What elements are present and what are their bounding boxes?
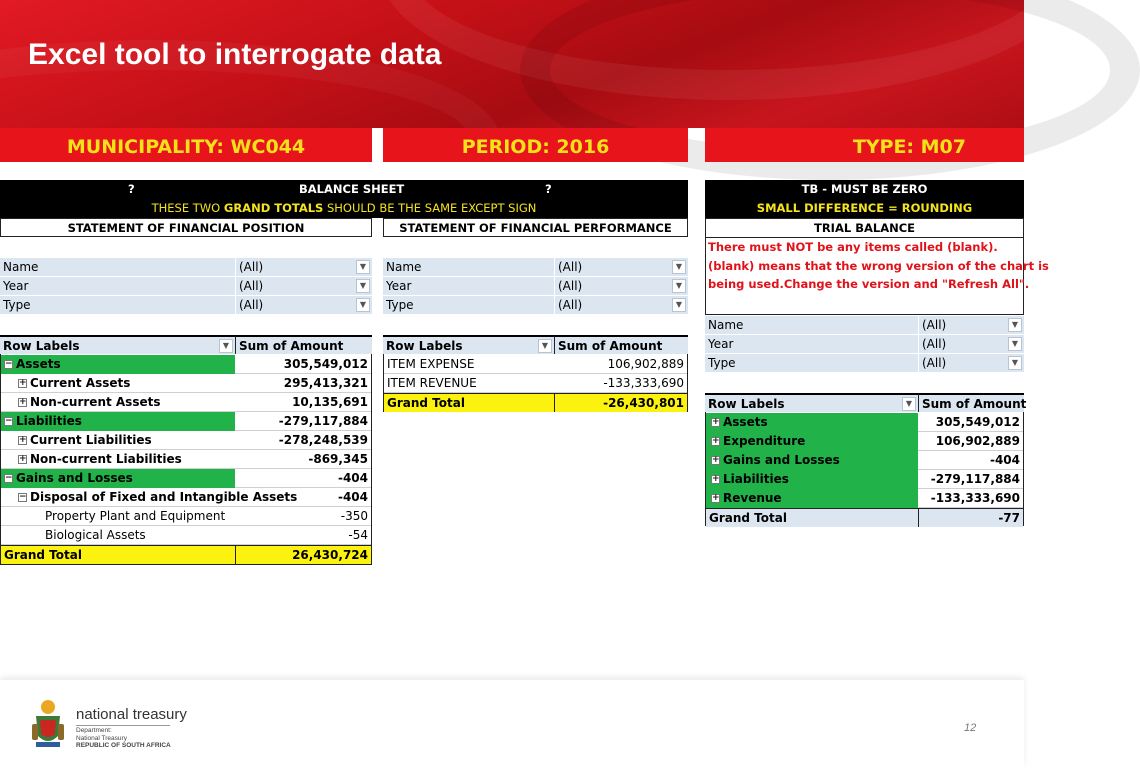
- collapse-icon[interactable]: −: [5, 359, 13, 369]
- tb-warning: (blank) means that the wrong version of the chart is: [708, 259, 1049, 273]
- question-mark: ?: [128, 182, 135, 196]
- row-value: 305,549,012: [918, 413, 1023, 432]
- table-row[interactable]: + Current Assets: [1, 374, 235, 393]
- filter-year-select[interactable]: (All) ▼: [235, 277, 372, 296]
- balance-sheet-note: THESE TWO GRAND TOTALS SHOULD BE THE SAME EXCEPT SIGN: [151, 201, 537, 215]
- table-row[interactable]: Biological Assets: [1, 526, 235, 545]
- sum-amount-header: Sum of Amount: [235, 335, 372, 354]
- grand-total-label: Grand Total: [1, 545, 235, 564]
- dept-text: Department: National Treasury REPUBLIC OF SOUTH AFRICA: [76, 727, 171, 749]
- table-row[interactable]: ITEM EXPENSE: [384, 355, 554, 374]
- filter-type-select[interactable]: (All) ▼: [554, 296, 688, 315]
- filter-name-label: Name: [0, 258, 235, 277]
- row-value: -869,345: [235, 450, 371, 469]
- filter-name-label: Name: [705, 316, 918, 335]
- table-row[interactable]: + Non-current Liabilities: [1, 450, 235, 469]
- type-header: TYPE: M07: [705, 128, 1024, 162]
- row-value: -350: [235, 507, 371, 526]
- table-row[interactable]: + Non-current Assets: [1, 393, 235, 412]
- dropdown-arrow-icon[interactable]: ▼: [1008, 356, 1022, 370]
- question-mark: ?: [545, 182, 552, 196]
- table-row[interactable]: − Liabilities: [1, 412, 235, 431]
- expand-icon[interactable]: +: [712, 455, 720, 465]
- expand-icon[interactable]: +: [712, 417, 720, 427]
- filter-funnel-icon[interactable]: ▼: [219, 339, 233, 353]
- dropdown-arrow-icon[interactable]: ▼: [356, 279, 370, 293]
- filter-type-select[interactable]: (All) ▼: [918, 354, 1024, 373]
- filter-name-select[interactable]: (All) ▼: [918, 316, 1024, 335]
- row-value: -279,117,884: [918, 470, 1023, 489]
- row-value: 295,413,321: [235, 374, 371, 393]
- tb-note: SMALL DIFFERENCE = ROUNDING: [756, 201, 973, 215]
- filter-funnel-icon[interactable]: ▼: [538, 339, 552, 353]
- row-value: -133,333,690: [918, 489, 1023, 508]
- tb-warning: being used.Change the version and "Refresh All".: [708, 277, 1030, 291]
- table-row[interactable]: − Gains and Losses: [1, 469, 235, 488]
- divider: [76, 725, 170, 726]
- footer: [0, 680, 1024, 768]
- page-title: Excel tool to interrogate data: [28, 38, 442, 71]
- tb-header: [705, 180, 1024, 218]
- collapse-icon[interactable]: −: [19, 492, 27, 502]
- table-row[interactable]: − Disposal of Fixed and Intangible Assets: [1, 488, 235, 507]
- row-value: -404: [235, 469, 371, 488]
- table-row[interactable]: + Revenue: [706, 489, 918, 508]
- filter-year-select[interactable]: (All) ▼: [554, 277, 688, 296]
- row-value: -278,248,539: [235, 431, 371, 450]
- municipality-header: MUNICIPALITY: WC044: [0, 128, 372, 162]
- row-value: 305,549,012: [235, 355, 371, 374]
- dropdown-arrow-icon[interactable]: ▼: [672, 298, 686, 312]
- table-row[interactable]: + Gains and Losses: [706, 451, 918, 470]
- row-value: -54: [235, 526, 371, 545]
- collapse-icon[interactable]: −: [5, 416, 13, 426]
- grand-total-value: -77: [918, 508, 1023, 527]
- collapse-icon[interactable]: −: [5, 473, 13, 483]
- table-row[interactable]: + Liabilities: [706, 470, 918, 489]
- dropdown-arrow-icon[interactable]: ▼: [672, 279, 686, 293]
- dropdown-arrow-icon[interactable]: ▼: [356, 260, 370, 274]
- filter-name-select[interactable]: (All) ▼: [554, 258, 688, 277]
- filter-year-label: Year: [0, 277, 235, 296]
- dropdown-arrow-icon[interactable]: ▼: [1008, 318, 1022, 332]
- row-value: 106,902,889: [918, 432, 1023, 451]
- sum-amount-header: Sum of Amount: [554, 335, 688, 354]
- row-labels-header[interactable]: Row Labels ▼: [0, 335, 235, 354]
- filter-year-select[interactable]: (All) ▼: [918, 335, 1024, 354]
- table-row[interactable]: + Assets: [706, 413, 918, 432]
- grand-total-label: Grand Total: [706, 508, 918, 527]
- expand-icon[interactable]: +: [712, 493, 720, 503]
- row-labels-header[interactable]: Row Labels ▼: [705, 393, 918, 412]
- sfperf-subheader: STATEMENT OF FINANCIAL PERFORMANCE: [383, 218, 688, 237]
- dropdown-arrow-icon[interactable]: ▼: [902, 397, 916, 411]
- tb-warning: There must NOT be any items called (blank).: [708, 240, 998, 254]
- balance-sheet-title: BALANCE SHEET: [299, 182, 405, 196]
- grand-total-value: -26,430,801: [554, 393, 687, 412]
- row-value: -133,333,690: [554, 374, 687, 393]
- filter-year-label: Year: [705, 335, 918, 354]
- row-value: -404: [235, 488, 371, 507]
- dropdown-arrow-icon[interactable]: ▼: [672, 260, 686, 274]
- sum-amount-header: Sum of Amount: [918, 393, 1024, 412]
- row-labels-header[interactable]: Row Labels ▼: [383, 335, 554, 354]
- expand-icon[interactable]: +: [19, 435, 27, 445]
- filter-type-label: Type: [705, 354, 918, 373]
- filter-year-label: Year: [383, 277, 554, 296]
- row-value: -404: [918, 451, 1023, 470]
- row-value: 10,135,691: [235, 393, 371, 412]
- row-value: -279,117,884: [235, 412, 371, 431]
- row-value: 106,902,889: [554, 355, 687, 374]
- table-row[interactable]: − Assets: [1, 355, 235, 374]
- expand-icon[interactable]: +: [712, 436, 720, 446]
- coat-of-arms-icon: [28, 698, 68, 750]
- table-row[interactable]: ITEM REVENUE: [384, 374, 554, 393]
- tb-title: TB - MUST BE ZERO: [801, 182, 928, 196]
- page-number: 12: [964, 722, 977, 734]
- table-row[interactable]: + Current Liabilities: [1, 431, 235, 450]
- balance-sheet-header: [0, 180, 688, 218]
- expand-icon[interactable]: +: [19, 397, 27, 407]
- filter-type-label: Type: [0, 296, 235, 315]
- expand-icon[interactable]: +: [19, 454, 27, 464]
- expand-icon[interactable]: +: [712, 474, 720, 484]
- grand-total-value: 26,430,724: [235, 545, 371, 564]
- sfp-subheader: STATEMENT OF FINANCIAL POSITION: [0, 218, 372, 237]
- filter-name-label: Name: [383, 258, 554, 277]
- org-name: national treasury: [76, 706, 187, 723]
- period-header: PERIOD: 2016: [383, 128, 688, 162]
- filter-name-select[interactable]: (All) ▼: [235, 258, 372, 277]
- expand-icon[interactable]: +: [19, 378, 27, 388]
- grand-total-label: Grand Total: [384, 393, 554, 412]
- dropdown-arrow-icon[interactable]: ▼: [1008, 337, 1022, 351]
- filter-type-select[interactable]: (All) ▼: [235, 296, 372, 315]
- table-row[interactable]: Property Plant and Equipment: [1, 507, 235, 526]
- dropdown-arrow-icon[interactable]: ▼: [356, 298, 370, 312]
- filter-type-label: Type: [383, 296, 554, 315]
- tb-subheader: TRIAL BALANCE: [706, 219, 1023, 238]
- table-row[interactable]: + Expenditure: [706, 432, 918, 451]
